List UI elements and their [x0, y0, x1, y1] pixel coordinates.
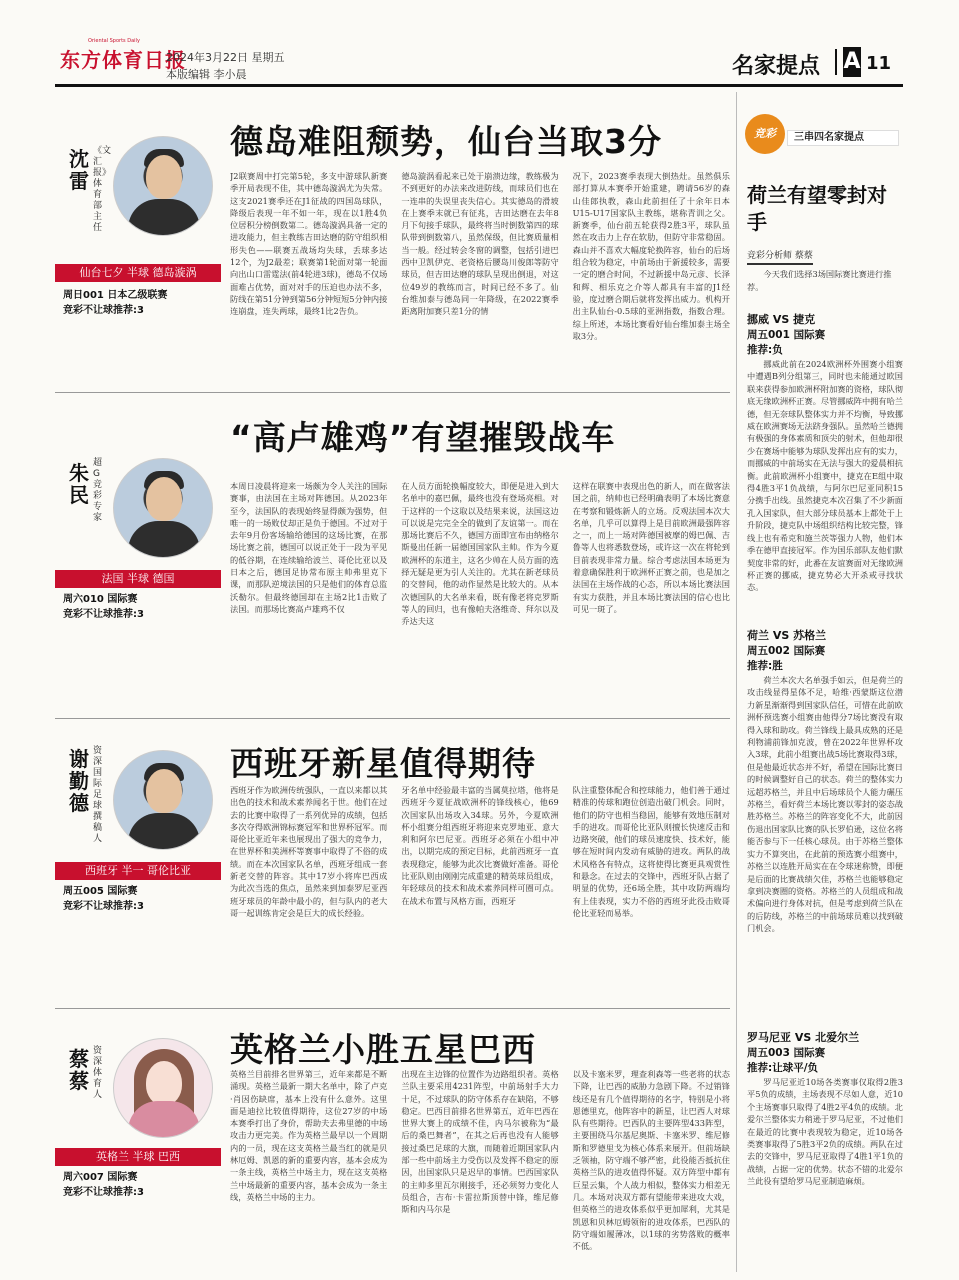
match-tag: 西班牙 半一 哥伦比亚: [55, 862, 221, 880]
article-column: 这样在联赛中表现出色的新人，而在做客法国之前，纳帅也已经明确表明了本场比赛意在考察和锻炼新人的立场。反观法国本次大名单，几乎可以算得上是目前欧洲最强阵容之一，而上一场对阵德国被摩的姆巴佩、吉鲁等人也将悉数登场，或许这一次在将轮到目前表现非常力量。综合考虑法国本场更为着意确保胜利于欧洲杯正赛之前，也是加之法国在主场作战的心态，所以本场比赛法国有实力获胜，并且本场比赛法国的信心也比可见一斑了。: [572, 481, 730, 614]
masthead: [0, 0, 959, 92]
pick-recommendation: 竞彩不让球推荐:3: [63, 305, 144, 316]
author-photo: [113, 750, 213, 850]
match-tag: 仙台七夕 半球 德岛漩涡: [55, 264, 221, 282]
article-body: [230, 170, 730, 375]
article-2: [55, 412, 730, 722]
match-block-2: [747, 628, 903, 1024]
match-pick: [63, 1170, 144, 1200]
section-title: 名家提点: [732, 54, 821, 79]
lottery-badge-icon: 竞彩: [745, 114, 785, 154]
pick-recommendation: 竞彩不让球推荐:3: [63, 609, 144, 620]
match-teams: 挪威 VS 捷克: [747, 313, 816, 326]
author-photo: [113, 458, 213, 558]
article-column: J2联赛周中打完第5轮，多支中游球队新赛季开局表现不佳，其中德岛漩涡尤为失常。这支2021赛季还在J1征战的四国岛球队，降级后表现一年不如一年，现在以1胜4负位居积分榜倒数第二。德岛漩涡具备一定的进攻能力，但主教练吉田达磨的防守组织相形失色——联赛五战场均失球，丢球多达12个，为J2最差；联赛第1轮面对第一轮面向出山口雷霆法(前4轮进3球)，德岛不仅场面难占优势，面对对手的压迫也办法不多，防线在第51分钟到第56分钟短短5分钟内接连崩盘，连失两球，最终1比2告负。: [230, 171, 388, 317]
article-column: 在人员方面轮换幅度较大，即便是进入到大名单中的嘉巴佩，最终也没有登场亮相。对于这样的一个这取以及结果来说，法国这边可以说是完完全全的做到了友谊第一。而在那场比赛后不久，德国方面即宣布由纳格尔斯曼出任新一届德国国家队主帅。作为今夏欧洲杯的东道主，这名少帅在人员方面的选择无疑是更为引人关注的。尤其在新老球员的交替间，他的动作显然是比较大的。从本次德国队的大名单来看，既有像老将克罗斯等人的回归，也有像帕夫洛维奇、拜尔以及乔达夫这: [401, 481, 559, 627]
author-role: 超G竞彩专家: [93, 458, 103, 523]
pick-line: 周日001 日本乙级联赛: [63, 290, 168, 301]
article-column: 英格兰目前排名世界第三，近年来都是不断涌现。英格兰最新一期大名单中，除了卢克·肖因伤缺席，基本上没有什么意外。这里面是迪拉比较值得期待，这位27岁的中场本赛季打出了身价，帮助夫去弗里德的中场攻击力更完美。作为英格兰最早以一个周期内的一员，现在这支英格兰最当红的就是贝林厄姆、凯恩的新的重要内容，基本会成为一条主线，英格兰中场主力，现在这支英格兰中场最新的重要内容，基本会成为一条主线，英格兰中场的主力。: [230, 1069, 388, 1202]
author-name: 沈雷: [69, 147, 89, 193]
author-name: 谢勤德: [69, 747, 89, 815]
match-teams: 荷兰 VS 苏格兰: [747, 629, 827, 642]
pick-line: 周五005 国际赛: [63, 886, 138, 897]
article-separator: [55, 392, 730, 393]
article-1: [55, 110, 730, 380]
match-line: 周五003 国际赛: [747, 1047, 826, 1059]
match-pick: 推荐:胜: [747, 660, 783, 672]
match-pick: [63, 288, 167, 318]
article-title: 英格兰小胜五星巴西: [230, 1030, 536, 1069]
match-line: 周五001 国际赛: [747, 329, 826, 341]
page-number: 11: [866, 53, 892, 74]
article-column: 况下，2023赛季表现大倒热灶。虽然俱乐部打算从本赛季开始重建，聘请56岁的森山佳郎执教，森山此前担任了十余年日本U15-U17国家队主教练，堪称青训之父。新赛季，仙台前五轮获得2胜3平，球队虽然在攻击力上存在软肋，但防守非常稳固。森山并不喜欢大幅度轮换阵容，仙台的后场组合较为稳定，中前场由于新援较多，需要一定的磨合时间，不过新援中岛元彦、长泽和辉、相乐克之介等人都具有丰富的J1经验，度过磨合期后就将发挥出威力。机构开出主队仙台-0.5球的亚洲指数，指数合理。综上所述，本场比赛看好仙台维加泰主场全取3分。: [572, 171, 730, 341]
article-separator: [55, 718, 730, 719]
match-analysis: 罗马尼亚近10场各类赛事仅取得2胜3平5负的成绩，主场表现不尽如人意，近10个主场赛事只取得了4胜2平4负的成绩。北爱尔兰整体实力稍逊于罗马尼亚，不过他们在最近的比赛中表现较为稳定，近10场各类赛事取得了5胜3平2负的成绩。两队在过去的交锋中，罗马尼亚取得了4胜1平1负的战绩，占据一定的优势。状态不错的北爱尔兰此役有望给罗马尼亚制造麻烦。: [747, 1077, 903, 1187]
match-teams: 罗马尼亚 VS 北爱尔兰: [747, 1031, 860, 1044]
author-name: 朱民: [69, 461, 89, 507]
author-photo: [113, 1038, 213, 1138]
article-body: [230, 784, 730, 994]
match-tag: 英格兰 半球 巴西: [55, 1148, 221, 1166]
match-pick: [63, 884, 144, 914]
match-pick: 推荐:负: [747, 344, 783, 356]
header-rule: [55, 84, 903, 87]
section-divider: [835, 49, 837, 75]
author-role: 《文汇报》体育部主任: [93, 146, 112, 233]
article-column: 西班牙作为欧洲传统强队，一直以来都以其出色的技术和战术素养闻名于世。他们在过去的比赛中取得了一系列优异的成绩，包括多次夺得欧洲锦标赛冠军和世界杯冠军。而哥伦比亚近年来也展现出了强大的竞争力，在世界杯和美洲杯等赛事中取得了不俗的成绩。而在本次国家队名单，西班牙组成一套新老交替的阵容。其中17岁小将库巴西成为此次当选的焦点，虽然来到加泰罗尼亚西班牙球员的年龄中最小的，但与队内的老大哥一起训练肯定会是巨大的成长经验。: [230, 785, 388, 918]
article-column: 牙名单中经验最丰富的当属莫拉塔，他将是西班牙今夏征战欧洲杯的锋线核心，他69次国家队出场攻入34球。另外，今夏欧洲杯小组赛分组西班牙将迎来克罗地亚、意大利和阿尔巴尼亚。西班牙必须在小组中冲出，以期完成的预定目标，此前西班牙一直表现稳定，能够为此次比赛做好准备。哥伦比亚队则由刚刚完成重建的精英球员组成，年轻球员的技术和战术素养同样可圈可点。在战术布置与风格方面，西班牙: [401, 785, 559, 906]
article-column: 出现在主边锋的位置作为边路组织者。英格兰队主要采用4231阵型，中前场射手大力十足，不过球队的防守体系存在缺陷，不够稳定。巴西目前排名世界第五，近年巴西在世界大赛上的成绩不佳，内马尔被称为“最后的桑巴舞者”，在其之后再也没有人能够接过桑巴足球的大旗，而随着近期国家队内部一些中前场主力受伤以及发挥不稳定的原因，出国家队只是迟早的事情。巴西国家队的主帅多里瓦尔刚接手，还必须努力变化人员组合，吉布·卡雷拉斯顶替中锋，维尼修斯和内马尔是: [401, 1069, 559, 1215]
match-pick: 推荐:让球平/负: [747, 1062, 819, 1074]
match-line: 周五002 国际赛: [747, 645, 826, 657]
match-pick: [63, 592, 144, 622]
article-separator: [55, 1008, 730, 1009]
sidebar-author: 竞彩分析师 蔡蔡: [747, 248, 813, 265]
sidebar-recommendations: [736, 92, 904, 1272]
author-photo: [113, 136, 213, 236]
badge-caption: 三串四名家提点: [787, 130, 899, 146]
article-column: 以及卡塞米罗，理查利森等一些老将的状态下降，让巴西的威胁力急剧下降。不过销锋线还是有几个值得期待的名字，特别是小将恩德里克，他阵容中的新星，让巴西人对球队有些期待。巴西队的主要阵型433阵型，主要围绕马尔基尼奥斯、卡塞米罗、维尼修斯和罗德里戈为核心体系来展开。但前场缺乏领袖，防守端不够严密，此役能否抵抗住英格兰队的进攻值得怀疑。双方阵型中都有巨星云集，个人战力相似，整体实力相差无几。本场对决双方都有望能带来进攻大戏，但英格兰的进攻体系似乎更加犀利，尤其是凯恩和贝林厄姆领衔的进攻体系，巴西队的防守端如履薄冰，以1球的劣势落败的概率不低。: [572, 1069, 730, 1252]
article-4: [55, 1018, 730, 1273]
logo-english: Oriental Sports Daily: [88, 38, 140, 44]
article-title: “高卢雄鸡”有望摧毁战车: [230, 418, 616, 457]
author-role: 资深体育人: [93, 1046, 103, 1100]
page-editor: 本版编辑 李小晨: [166, 68, 247, 81]
match-analysis: 挪威此前在2024欧洲杯外围赛小组赛中遭遇B列分组第三，同时也未能通过欧国联来获得参加欧洲杯附加赛的资格，球队彻底无缘欧洲杯正赛。尽管挪威阵中拥有哈兰德，但无奈球队整体实力并不均衡，导致挪威在欧洲赛场无法跻身强队。虽然哈兰德拥有极强的身体素质和顶尖的射术，但他却很少在赛场中能够为球队发挥出应有的实力，而挪威的中前场实在无法与强大的爱晨相抗衡。此前欧洲杯小组赛中，捷克在E组中取得4胜3平1负战绩，与阿尔巴尼亚同积15分携手出线。虽然捷克本次召集了不少新面孔入国家队，但大部分球员基本上都处于上升阶段，捷克队中场组织结构比较完整，锋线上也有希克和施兰茨等强力人物，他们本季在德甲直接冠军。作为国乐部队友他们默契度非常的好，此番在友谊赛面对无缘欧洲杯正赛的挪威，捷克势必大开杀戒寻找状态。: [747, 359, 903, 593]
article-column: 德岛漩涡看起来已处于崩溃边缘，教练极为不到更好的办法来改进防线，而球员们也在一连串的失误里丧失信心。其实德岛的滑坡在上赛季末就已有征兆，吉田达磨在去年8月下旬接手球队，最终将当时倒数第四的球队带到倒数第八，虽然保级，但比赛质量相当一般。经过转会冬窗的调整，包括引进巴西中卫凯伊克、老资格后腰岛川俊郎等防守球员，但吉田达磨的球队呈现出倒退，对这位49岁的教练而言，时间已经不多了。仙台维加泰与德岛同一年降级，在2022赛季距离附加赛只差1分的情: [401, 171, 559, 317]
author-name: 蔡蔡: [69, 1047, 89, 1093]
pick-recommendation: 竞彩不让球推荐:3: [63, 901, 144, 912]
match-analysis: 荷兰本次大名单强手如云，但是荷兰的攻击线显得星体不足，哈维·西蒙斯这位潜力新星渐渐得到国家队信任，可惜在此前欧洲杯预选赛小组赛由他得分7场比赛没有取得入球和助攻。荷兰锋线上最具成熟的还是利物浦前锋加克波，曾在2022年世界杯攻入3球，此前小组赛出战5场比赛取得3球，但是他最近状态并不好，希望在国际比赛日的时候调整好自己的状态。荷兰的整体实力远超苏格兰，并且中后场球员个人能力碾压苏格兰，看好荷兰本场比赛以零封的姿态战胜苏格兰。苏格兰的阵容变化不大，此前因伤退出国家队比赛的队长罗伯逊，这位名将能否参与下一任核心球员。由于苏格兰整体实力不算突出，在此前的预选赛小组赛中，苏格兰以连胜开局实在在令球迷称赞，即便是后面的比赛战绩欠佳，苏格兰也能够稳定拿到决赛圈的资格。苏格兰的人员组成和战术偏向进行身体对抗，但是考虑到荷兰队在的后防线，苏格兰的中前场球员难以找到破门机会。: [747, 675, 903, 934]
article-title: 西班牙新星值得期待: [230, 744, 536, 783]
article-body: [230, 480, 730, 708]
sidebar-intro: 今天我们选择3场国际赛比赛进行推荐。: [747, 269, 892, 292]
article-body: [230, 1068, 730, 1268]
pick-line: 周六007 国际赛: [63, 1172, 138, 1183]
author-role: 资深国际足球撰稿人: [93, 746, 103, 844]
match-tag: 法国 半球 德国: [55, 570, 221, 588]
match-block-3: [747, 1030, 903, 1271]
logo-chinese: 东方体育日报: [60, 48, 186, 72]
article-column: 本周日凌晨将迎来一场颇为令人关注的国际赛事，由法国在主场对阵德国。从2023年至今，法国队的表现始终显得颇为强势，但唯一的一场败仗却正是负于德国。不过对于去年9月份客场输给德国的这场比赛，在那场比赛之前，德国可以说正处于一段为平见的低谷期，在连续输给波兰、哥伦比亚以及日本之后，德国足协常布原主帅弗里克下课，而那队逆境法国的只是他们的体育总监沃勒尔。但最终德国却在主场2比1击败了法国。而那场比赛高卢雄鸡不仅: [230, 481, 388, 614]
article-title: 德岛难阻颓势，仙台当取3分: [230, 122, 662, 161]
pick-recommendation: 竞彩不让球推荐:3: [63, 1187, 144, 1198]
sidebar-title: 荷兰有望零封对手: [747, 183, 887, 234]
match-block-1: [747, 312, 903, 608]
article-3: [55, 732, 730, 1002]
pick-line: 周六010 国际赛: [63, 594, 138, 605]
issue-date: 2024年3月22日 星期五: [166, 51, 285, 64]
article-column: 队注重整体配合和控球能力，他们善于通过精准的传球和跑位创造出破门机会。同时，他们的防守也相当稳固，能够有效地压制对手的进攻。而哥伦比亚队则擅长快速反击和边路突破，他们的球员速度快、技术好，能够在短时间内发动有威胁的进攻。两队的战术风格各有特点，这将使得比赛更具观赏性和悬念。在过去的交锋中，西班牙队占据了明显的优势，还6场全胜，其中攻防两端均有上佳表现，实力不俗的西班牙此役击败哥伦比亚轻而易举。: [572, 785, 730, 918]
page-letter-badge: A: [843, 47, 861, 77]
